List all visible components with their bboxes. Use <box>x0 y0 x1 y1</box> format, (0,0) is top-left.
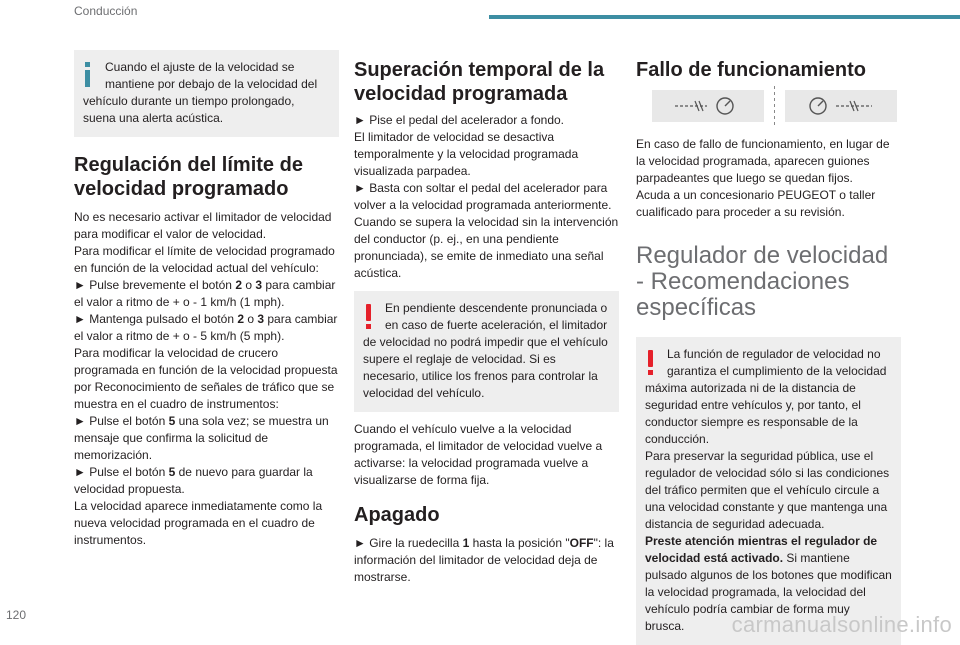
step-paragraph: ► Basta con soltar el pedal del acelerador para volver a la velocidad programada anteriormente. <box>354 181 612 212</box>
divider <box>774 86 775 126</box>
speedometer-dashes-icon <box>785 90 897 122</box>
info-note <box>74 50 339 137</box>
warning-note-text: La función de regulador de velocidad no garantiza el cumplimiento de la velocidad máxima autorizada ni de la distancia de seguridad entre vehículos y, por tanto, el conductor siempre es responsable de la conducción. <box>645 347 887 446</box>
warning-note-text: Para preservar la seguridad pública, use el regulador de velocidad sólo si las condiciones del tráfico permiten que el vehículo circule a una velocidad constante y que mantenga una distancia de seguridad adecuada. <box>645 449 890 531</box>
section-heading-superacion: Superación temporal de la velocidad programada <box>354 59 605 105</box>
warning-display-icons <box>652 90 901 126</box>
section-header: Conducción <box>74 4 138 18</box>
warning-note-text: En pendiente descendente pronunciada o en caso de fuerte aceleración, el limitador de velocidad no podrá impedir que el vehículo supere el reglaje de velocidad. Si es necesario, utilice los frenos para controlar la velocidad del vehículo. <box>363 301 608 400</box>
header-accent-bar <box>489 15 960 19</box>
paragraph: Cuando se supera la velocidad sin la intervención del conductor (p. ej., en una pendiente pronunciada), se emite de inmediato una señal acústica. <box>354 215 619 280</box>
recommendations-title: Regulador de velocidad - Recomendaciones específicas <box>636 242 889 321</box>
paragraph: En caso de fallo de funcionamiento, en lugar de la velocidad programada, aparecen guiones parpadeantes que luego se quedan fijos. <box>636 137 890 185</box>
column-2 <box>354 50 619 586</box>
paragraph: Cuando el vehículo vuelve a la velocidad programada, el limitador de velocidad vuelve a activarse: la velocidad programada vuelve a visualizarse de forma fija. <box>354 422 603 487</box>
page-number: 120 <box>6 608 27 622</box>
paragraph: La velocidad aparece inmediatamente como la nueva velocidad programada en el cuadro de instrumentos. <box>74 499 323 547</box>
step-paragraph: ► Mantenga pulsado el botón 2 o 3 para cambiar el valor a ritmo de + o - 5 km/h (5 mph). <box>74 312 338 343</box>
warning-icon <box>643 346 661 376</box>
step-paragraph: ► Pulse brevemente el botón 2 o 3 para cambiar el valor a ritmo de + o - 1 km/h (1 mph). <box>74 278 336 309</box>
step-paragraph: ► Pise el pedal del acelerador a fondo. <box>354 113 565 127</box>
info-note-text: Cuando el ajuste de la velocidad se mantiene por debajo de la velocidad del vehículo durante un tiempo prolongado, suena una alerta acústica. <box>83 60 318 125</box>
dashes-speedometer-icon <box>652 90 764 122</box>
watermark: carmanualsonline.info <box>731 612 952 637</box>
warning-note-text: Preste atención mientras el regulador de velocidad está activado. Si mantiene pulsado algunos de los botones que modifican la velocidad programada, la velocidad del vehículo podría cambiar de forma muy brusca. <box>645 534 892 633</box>
paragraph: Para modificar la velocidad de crucero programada en función de la velocidad propuesta por Reconocimiento de señales de tráfico que se muestra en el cuadro de instrumentos: <box>74 346 338 411</box>
step-paragraph: ► Pulse el botón 5 de nuevo para guardar la velocidad propuesta. <box>74 465 313 496</box>
step-paragraph: ► Pulse el botón 5 una sola vez; se muestra un mensaje que confirma la solicitud de memorización. <box>74 414 329 462</box>
section-heading-apagado: Apagado <box>354 504 440 526</box>
section-heading-regulacion: Regulación del límite de velocidad programado <box>74 154 303 200</box>
paragraph: No es necesario activar el limitador de velocidad para modificar el valor de velocidad. <box>74 210 332 241</box>
section-heading-fallo: Fallo de funcionamiento <box>636 59 867 81</box>
warning-icon <box>361 300 379 330</box>
info-icon <box>81 59 99 89</box>
paragraph: Para modificar el límite de velocidad programado en función de la velocidad actual del vehículo: <box>74 244 335 275</box>
paragraph: El limitador de velocidad se desactiva temporalmente y la velocidad programada visualizada parpadea. <box>354 130 579 178</box>
column-1 <box>74 50 339 549</box>
warning-note <box>354 291 619 412</box>
column-3 <box>636 50 901 645</box>
warning-note <box>636 337 901 645</box>
step-paragraph: ► Gire la ruedecilla 1 hasta la posición "OFF": la información del limitador de velocidad deja de mostrarse. <box>354 536 614 584</box>
paragraph: Acuda a un concesionario PEUGEOT o taller cualificado para proceder a su revisión. <box>636 188 876 219</box>
